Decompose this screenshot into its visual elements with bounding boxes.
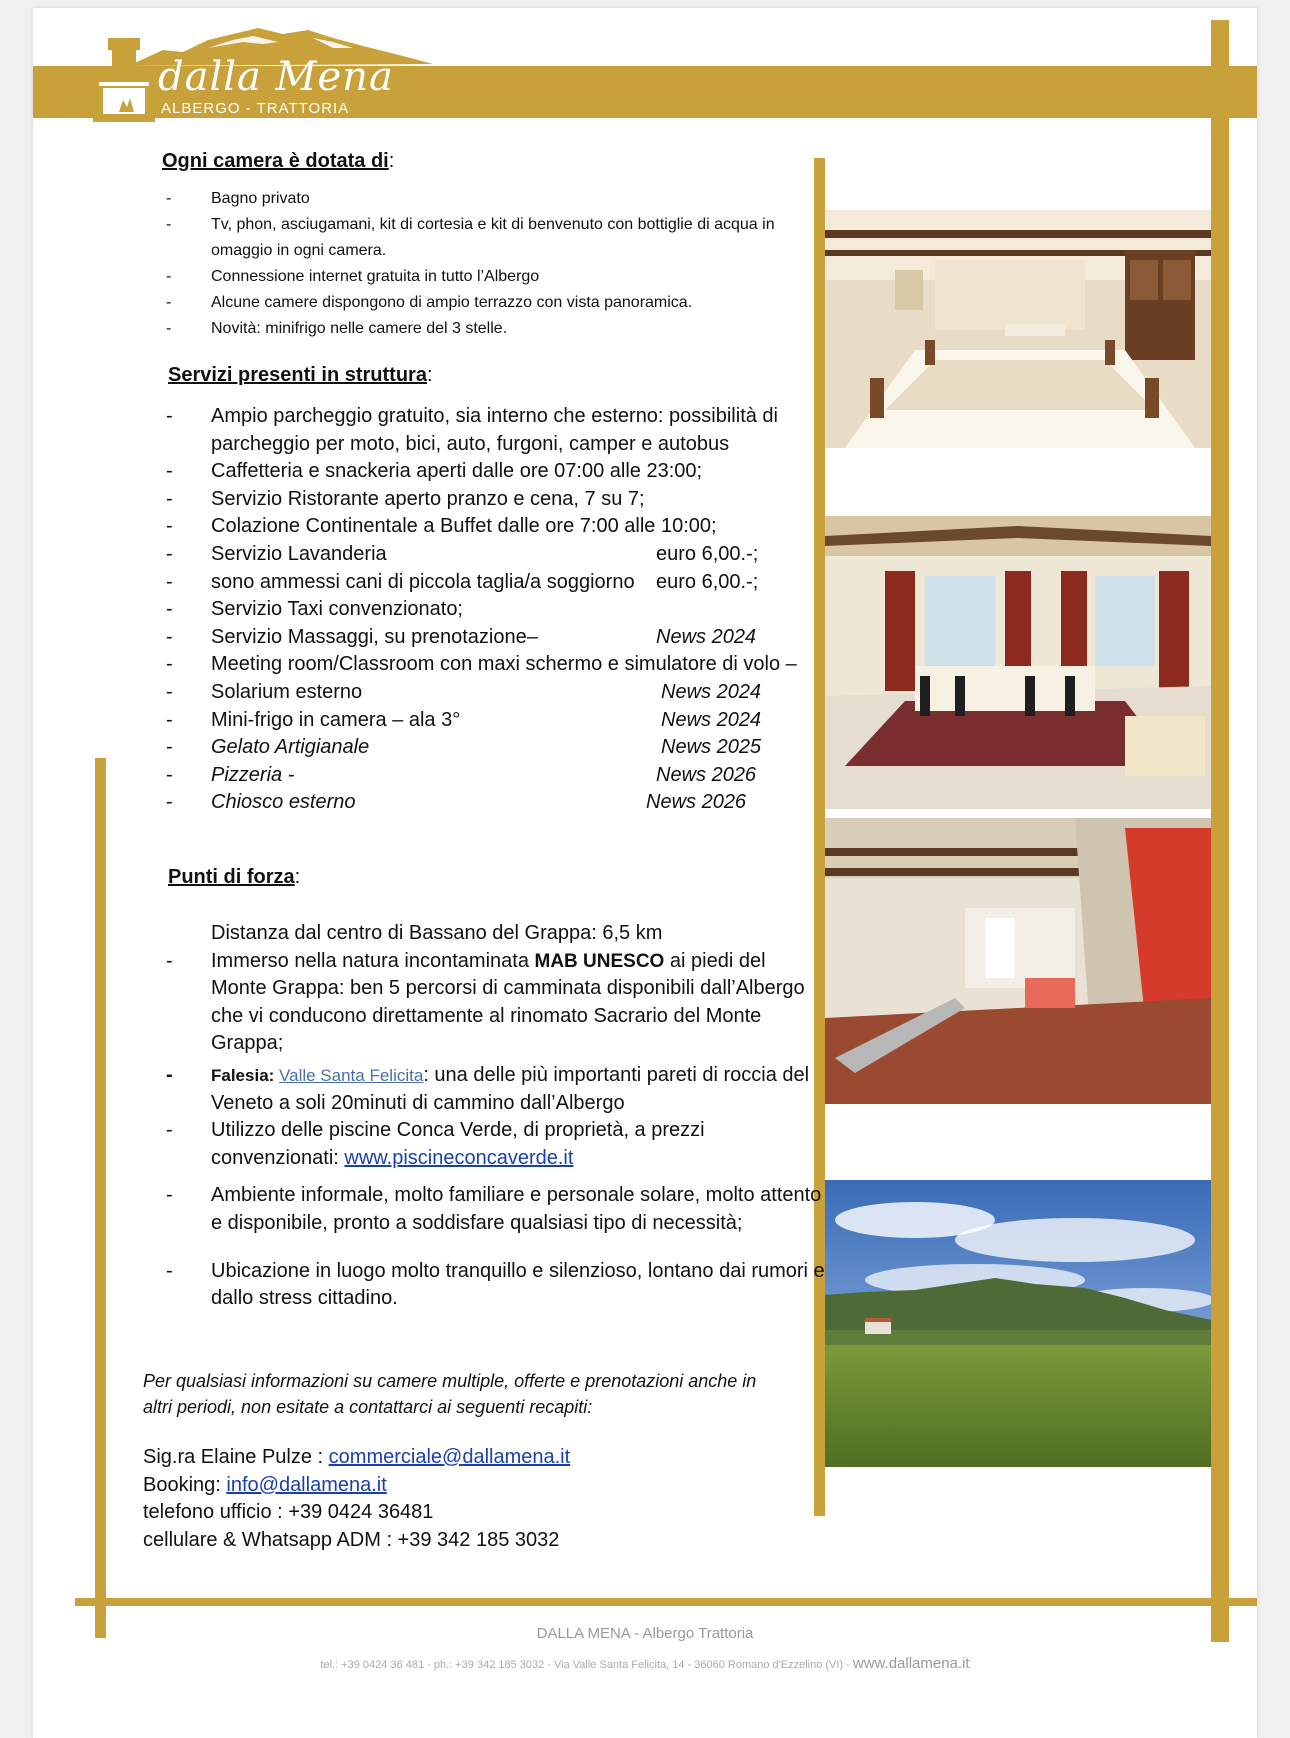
list-item: - Servizio Taxi convenzionato; [166,598,463,621]
news-tag: News 2024 [656,625,757,648]
room-heading: Ogni camera è dotata di: [162,150,395,172]
list-item: - Meeting room/Classroom con maxi schermo e simulatore di volo – News 2024 [166,651,826,679]
brand-name: dalla Mena [158,54,394,100]
list-item: - Utilizzo delle piscine Conca Verde, di proprietà, a prezzi convenzionati: www.piscineconcaverde.it [166,1119,705,1169]
contact-office-phone: telefono ufficio : +39 0424 36481 [143,1501,434,1523]
strengths-list [166,920,826,1313]
contact-elaine: Sig.ra Elaine Pulze : commerciale@dallamena.it [143,1446,571,1468]
valle-santa-felicita-link[interactable]: Valle Santa Felicita [279,1065,424,1085]
list-item: - Ubicazione in luogo molto tranquillo e silenzioso, lontano dai rumori e dallo stress cittadino. [166,1259,825,1310]
price-label: euro 6,00.-; [656,570,759,593]
services-list [166,403,826,817]
list-item: - Novità: minifrigo nelle camere del 3 stelle. [166,320,508,337]
document-page [33,8,1257,1738]
commerciale-email-link[interactable]: commerciale@dallamena.it [328,1446,571,1468]
services-heading: Servizi presenti in struttura: [168,364,433,386]
list-item: - sono ammessi cani di piccola taglia/a soggiorno euro 6,00.-; [166,569,826,597]
footer-address: tel.: +39 0424 36 481 - ph.: +39 342 185 3032 - Via Valle Santa Felicita, 14 - 36060 Romano d'Ezzelino (VI) - www.dallamena.it [320,1655,970,1672]
list-item: - Pizzeria - News 2026 [166,762,826,790]
price-label: euro 6,00.-; [656,542,759,565]
list-item: - Servizio Massaggi, su prenotazione– News 2024 [166,624,826,652]
list-item: - Servizio Ristorante aperto pranzo e cena, 7 su 7; [166,487,645,510]
contact-booking: Booking: info@dallamena.it [143,1474,387,1496]
mab-unesco-label: MAB UNESCO [534,950,665,972]
news-tag: News 2024 [661,680,762,703]
list-item: - Ambiente informale, molto familiare e personale solare, molto attento e disponibile, pronto a soddisfare qualsiasi tipo di necessità; [166,1184,822,1234]
news-tag: News 2026 [656,763,757,786]
buffet-room-photo [825,818,1211,1104]
landscape-photo [825,1180,1211,1467]
list-item: - Immerso nella natura incontaminata MAB UNESCO ai piedi del Monte Grappa: ben 5 percorsi di camminata disponibili dall’Albergo che vi conducono direttamente al rinomato Sacrario del Monte Grappa; [166,949,805,1055]
piscine-link[interactable]: www.piscineconcaverde.it [344,1146,574,1169]
list-item: - Caffetteria e snackeria aperti dalle ore 07:00 alle 23:00; [166,460,703,483]
info-email-link[interactable]: info@dallamena.it [226,1474,387,1496]
list-item: - Falesia: Valle Santa Felicita: una delle più importanti pareti di roccia del Veneto a soli 20minuti di cammino dall’Albergo [166,1063,810,1114]
contact-mobile: cellulare & Whatsapp ADM : +39 342 185 3032 [143,1529,560,1551]
room-list [166,186,786,342]
news-tag: News 2024 [661,708,762,731]
list-item: - Solarium esterno [166,680,363,703]
footer-title: DALLA MENA - Albergo Trattoria [536,1625,754,1642]
list-item: - Chiosco esterno News 2026 [166,789,826,817]
list-item: - Connessione internet gratuita in tutto l’Albergo [166,268,540,285]
breakfast-room-photo [825,516,1211,809]
news-tag: News 2026 [646,791,747,814]
list-item: - Tv, phon, asciugamani, kit di cortesia e kit di benvenuto con bottiglie di acqua in omaggio in ogni camera. [166,216,775,259]
list-item: - Alcune camere dispongono di ampio terrazzo con vista panoramica. [166,294,693,311]
list-item: - Mini-frigo in camera – ala 3° News 2024 [166,707,826,735]
right-vertical-rule [1211,20,1229,1642]
list-item: - Ampio parcheggio gratuito, sia interno che esterno: possibilità di parcheggio per moto, bici, auto, furgoni, camper e autobus [166,405,778,455]
dining-room-photo [825,210,1211,448]
strengths-heading: Punti di forza: [168,866,301,888]
contact-note: Per qualsiasi informazioni su camere multiple, offerte e prenotazioni anche in altri periodi, non esitate a contattarci ai seguenti recapiti: [143,1371,757,1417]
brand-subtitle: ALBERGO - TRATTORIA [161,100,350,117]
list-item: - Colazione Continentale a Buffet dalle ore 7:00 alle 10:00; [166,515,717,538]
list-item: - Gelato Artigianale News 2025 [166,734,826,762]
list-item: - Servizio Lavanderia euro 6,00.-; [166,541,826,569]
list-item: - Bagno privato [166,190,310,207]
footer-website[interactable]: www.dallamena.it [852,1655,970,1672]
left-vertical-rule [95,758,106,1638]
list-item: Distanza dal centro di Bassano del Grappa: 6,5 km [211,922,663,944]
news-tag: News 2025 [661,736,762,759]
footer-rule [75,1598,1257,1606]
